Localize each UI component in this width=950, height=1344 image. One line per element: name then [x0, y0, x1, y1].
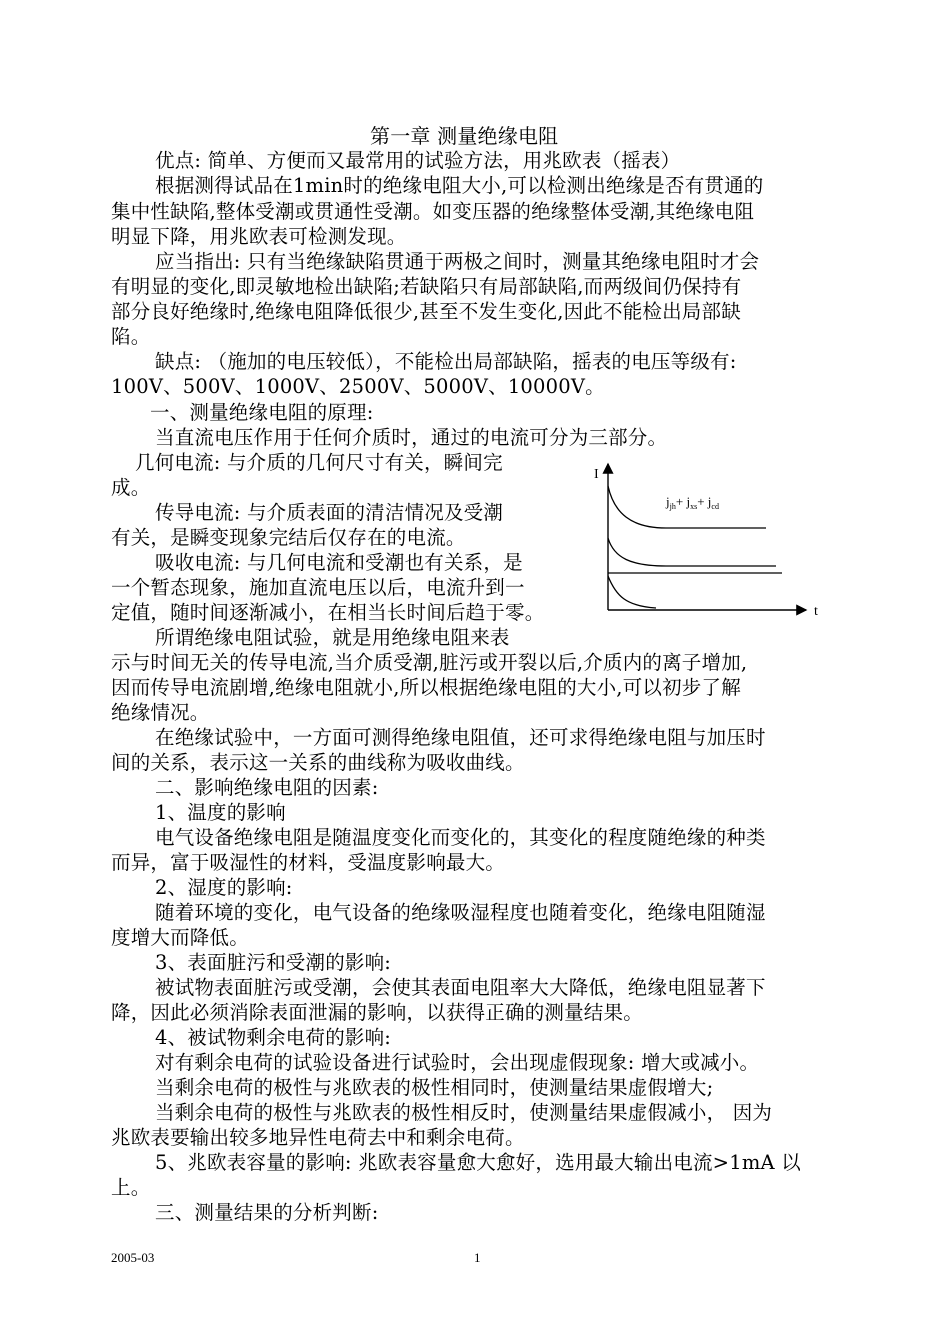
absorption-current-curve — [608, 538, 776, 566]
paragraph-line: 应当指出: 只有当绝缘缺陷贯通于两极之间时，测量其绝缘电阻时才会 — [155, 250, 760, 273]
paragraph-line: 100V、500V、1000V、2500V、5000V、10000V。 — [111, 375, 605, 398]
paragraph-line: 被试物表面脏污或受潮，会使其表面电阻率大大降低，绝缘电阻显著下 — [155, 976, 766, 999]
subsection-heading: 4、被试物剩余电荷的影响: — [155, 1026, 392, 1049]
paragraph-line: 几何电流: 与介质的几何尺寸有关，瞬间完 — [135, 451, 503, 474]
paragraph-line: 电气设备绝缘电阻是随温度变化而变化的，其变化的程度随绝缘的种类 — [155, 826, 766, 849]
paragraph-line: 当直流电压作用于任何介质时，通过的电流可分为三部分。 — [155, 426, 668, 449]
curve-label: $j_{jh}+ j_{xs}+ j_{cd}$ — [666, 494, 719, 511]
paragraph-line: 当剩余电荷的极性与兆欧表的极性相反时，使测量结果虚假减小， 因为 — [155, 1101, 773, 1124]
paragraph-line: 部分良好绝缘时,绝缘电阻降低很少,甚至不发生变化,因此不能检出局部缺 — [111, 300, 741, 323]
paragraph-line: 当剩余电荷的极性与兆欧表的极性相同时，使测量结果虚假增大; — [155, 1076, 714, 1099]
paragraph-line: 成。 — [111, 476, 151, 499]
paragraph-line: 而异，富于吸湿性的材料，受温度影响最大。 — [111, 851, 506, 874]
x-axis-label: t — [814, 604, 818, 619]
paragraph-line: 对有剩余电荷的试验设备进行试验时，会出现虚假现象: 增大或减小。 — [155, 1051, 760, 1074]
page-number: 1 — [474, 1250, 481, 1265]
paragraph-line: 在绝缘试验中，一方面可测得绝缘电阻值，还可求得绝缘电阻与加压时 — [155, 726, 766, 749]
paragraph-line: 有明显的变化,即灵敏地检出缺陷;若缺陷只有局部缺陷,而两级间仍保持有 — [111, 275, 742, 298]
subsection-heading: 5、兆欧表容量的影响: 兆欧表容量愈大愈好，选用最大输出电流>1mA 以 — [155, 1151, 801, 1174]
paragraph-line: 降，因此必须消除表面泄漏的影响，以获得正确的测量结果。 — [111, 1001, 643, 1024]
section-heading: 一、测量绝缘电阻的原理: — [150, 401, 374, 424]
y-axis-label: I — [594, 467, 599, 482]
section-heading: 三、测量结果的分析判断: — [155, 1201, 379, 1224]
paragraph-line: 所谓绝缘电阻试验，就是用绝缘电阻来表 — [155, 626, 510, 649]
paragraph-line: 因而传导电流剧增,绝缘电阻就小,所以根据绝缘电阻的大小,可以初步了解 — [111, 676, 741, 699]
paragraph-line: 绝缘情况。 — [111, 701, 210, 724]
paragraph-line: 根据测得试品在1min时的绝缘电阻大小,可以检测出绝缘是否有贯通的 — [155, 174, 764, 197]
paragraph-line: 上。 — [111, 1176, 151, 1199]
subsection-heading: 3、表面脏污和受潮的影响: — [155, 951, 392, 974]
paragraph-line: 度增大而降低。 — [111, 926, 249, 949]
paragraph-line: 有关，是瞬变现象完结后仅存在的电流。 — [111, 526, 466, 549]
geometric-current-curve — [608, 576, 656, 608]
chapter-title: 第一章 测量绝缘电阻 — [370, 124, 559, 148]
paragraph-line: 吸收电流: 与几何电流和受潮也有关系，是 — [155, 551, 523, 574]
paragraph-line: 定值，随时间逐渐减小，在相当长时间后趋于零。 — [111, 601, 545, 624]
paragraph-line: 示与时间无关的传导电流,当介质受潮,脏污或开裂以后,介质内的离子增加, — [111, 651, 748, 674]
subsection-heading: 2、湿度的影响: — [155, 876, 293, 899]
paragraph-line: 缺点: （施加的电压较低），不能检出局部缺陷，摇表的电压等级有: — [155, 350, 737, 373]
paragraph-line: 传导电流: 与介质表面的清洁情况及受潮 — [155, 501, 504, 524]
subsection-heading: 1、温度的影响 — [155, 801, 286, 824]
paragraph-line: 间的关系，表示这一关系的曲线称为吸收曲线。 — [111, 751, 525, 774]
paragraph-line: 兆欧表要输出较多地异性电荷去中和剩余电荷。 — [111, 1126, 525, 1149]
current-time-figure — [586, 458, 836, 628]
paragraph-line: 明显下降，用兆欧表可检测发现。 — [111, 225, 407, 248]
paragraph-line: 随着环境的变化，电气设备的绝缘吸湿程度也随着变化，绝缘电阻随湿 — [155, 901, 766, 924]
paragraph-line: 优点: 简单、方便而又最常用的试验方法，用兆欧表（摇表） — [155, 149, 681, 172]
paragraph-line: 陷。 — [111, 325, 151, 348]
paragraph-line: 集中性缺陷,整体受潮或贯通性受潮。如变压器的绝缘整体受潮,其绝缘电阻 — [111, 200, 755, 223]
footer-date: 2005-03 — [111, 1250, 155, 1265]
section-heading: 二、影响绝缘电阻的因素: — [155, 776, 379, 799]
paragraph-line: 一个暂态现象，施加直流电压以后，电流升到一 — [111, 576, 525, 599]
